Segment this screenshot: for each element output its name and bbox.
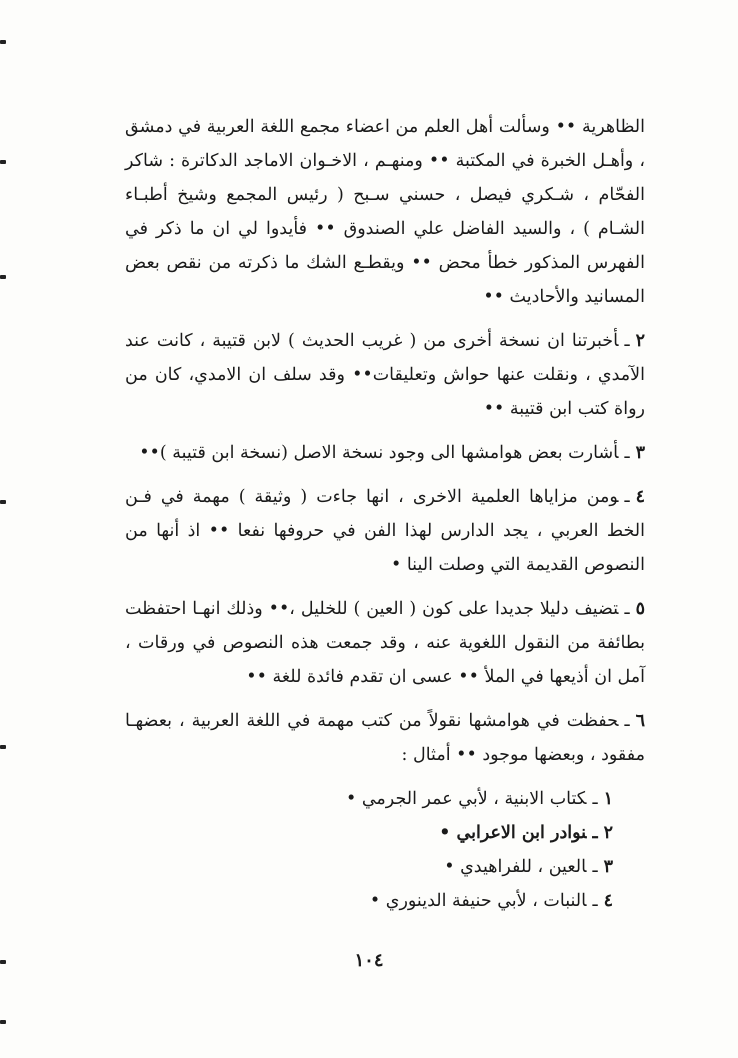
item-dash: ـ — [624, 443, 630, 463]
list-item-2 — [125, 324, 645, 426]
list-item-6 — [125, 704, 645, 772]
item-dash: ـ — [624, 331, 630, 351]
item-number: ٣ — [635, 443, 645, 463]
item-number: ٤ — [635, 487, 645, 507]
sub-list-item — [233, 782, 613, 816]
scan-edge-mark — [0, 1020, 6, 1024]
intro-paragraph — [125, 110, 645, 314]
item-dash: ـ — [624, 711, 630, 731]
item-number: ٥ — [635, 599, 645, 619]
sub-item-text: النبات ، لأبي حنيفة الدينوري • — [369, 891, 587, 911]
sub-item-dash: ـ — [592, 823, 598, 843]
sub-item-number: ٢ — [603, 823, 613, 843]
sub-list — [233, 782, 613, 918]
item-text: تضيف دليلا جديدا على كون ( العين ) للخليل ،•• وذلك انهـا احتفظت بطائفة من النقول اللغوية عنه ، وقد جمعت هذه النصوص في ورقات ، آمل ان أذيعها في الملأ •• عسى ان تقدم فائدة للغة •• — [125, 599, 645, 687]
item-text: حفظت في هوامشها نقولاً من كتب مهمة في اللغة العربية ، بعضهـا مفقود ، وبعضها موجود •• أمثال : — [125, 711, 645, 765]
item-number: ٢ — [635, 331, 645, 351]
scan-edge-mark — [0, 275, 6, 279]
item-number: ٦ — [635, 711, 645, 731]
item-dash: ـ — [624, 487, 630, 507]
item-text: ومن مزاياها العلمية الاخرى ، انها جاءت ( وثيقة ) مهمة في فـن الخط العربي ، يجد الدارس لهذا الفن في حروفها نفعا •• اذ أنها من النصوص القديمة التي وصلت الينا • — [125, 487, 645, 575]
list-item-5 — [125, 592, 645, 694]
scan-edge-mark — [0, 40, 6, 44]
scan-edge-mark — [0, 160, 6, 164]
sub-list-item — [233, 884, 613, 918]
sub-item-text: كتاب الابنية ، لأبي عمر الجرمي • — [345, 789, 587, 809]
item-text: أخبرتنا ان نسخة أخرى من ( غريب الحديث ) لابن قتيبة ، كانت عند الآمدي ، ونقلت عنها حواش وتعليقات•• وقد سلف ان الامدي، كان من رواة كتب ابن قتيبة •• — [125, 331, 645, 419]
sub-item-dash: ـ — [592, 891, 598, 911]
list-item-3 — [125, 436, 645, 470]
item-dash: ـ — [624, 599, 630, 619]
sub-item-number: ١ — [603, 789, 613, 809]
scan-edge-mark — [0, 745, 6, 749]
sub-list-item — [233, 850, 613, 884]
sub-item-dash: ـ — [592, 857, 598, 877]
sub-item-dash: ـ — [592, 789, 598, 809]
intro-paragraph-text: الظاهرية •• وسألت أهل العلم من اعضاء مجمع اللغة العربية في دمشق ، وأهـل الخبرة في المكتبة •• ومنهـم ، الاخـوان الاماجد الدكاترة : شاكر الفحّام ، شـكري فيصل ، حسني سـبح ( رئيس المجمع وشيخ أطبـاء الشـام ) ، والسيد الفاضل علي الصندوق •• فأيدوا لي ان ما ذكر في الفهرس المذكور خطأ محض •• ويقطـع الشك ما ذكرته من نقص بعض المسانيد والأحاديث •• — [125, 117, 645, 307]
sub-item-text: العين ، للفراهيدي • — [444, 857, 587, 877]
list-item-4 — [125, 480, 645, 582]
sub-item-number: ٣ — [603, 857, 613, 877]
sub-item-number: ٤ — [603, 891, 613, 911]
sub-item-text: نوادر ابن الاعرابي • — [439, 823, 587, 843]
sub-list-item — [233, 816, 613, 850]
page-number: ١٠٤ — [354, 950, 384, 971]
scan-edge-mark — [0, 500, 6, 504]
item-text: أشارت بعض هوامشها الى وجود نسخة الاصل (نسخة ابن قتيبة )•• — [139, 443, 619, 463]
